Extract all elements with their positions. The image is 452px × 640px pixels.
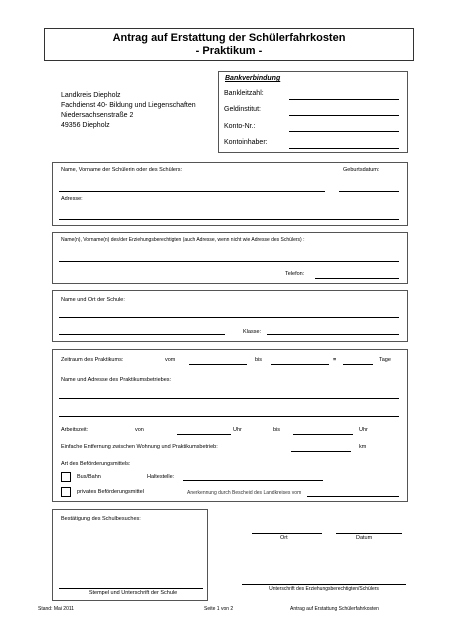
account-holder-label: Kontoinhaber: — [224, 139, 268, 146]
student-name-label: Name, Vorname der Schülerin oder des Schülers: — [61, 167, 183, 173]
period-label: Zeitraum des Praktikums: — [61, 357, 124, 363]
period-to-field[interactable] — [271, 364, 329, 365]
worktime-from-field[interactable] — [177, 434, 231, 435]
guardian-signature-label: Unterschrift des Erziehungsberechtigten/Schülers — [269, 586, 379, 592]
guardian-box — [52, 232, 408, 284]
school-name-label: Name und Ort der Schule: — [61, 297, 125, 303]
student-address-field[interactable] — [59, 219, 399, 220]
address-line4: 49356 Diepholz — [61, 122, 110, 129]
class-field[interactable] — [267, 334, 399, 335]
guardian-name-label: Name(n), Vorname(n) des/der Erziehungsberechtigten (auch Adresse, wenn nicht wie Adresse des Schülers) : — [61, 237, 305, 243]
footer-page: Seite 1 von 2 — [204, 606, 234, 612]
phone-field[interactable] — [315, 278, 399, 279]
period-from-field[interactable] — [189, 364, 247, 365]
private-transport-label: privates Beförderungsmittel — [77, 489, 144, 495]
student-name-field[interactable] — [59, 191, 325, 192]
internship-box — [52, 349, 408, 502]
company-label: Name und Adresse des Praktikumsbetriebes: — [61, 377, 172, 383]
school-name-field[interactable] — [59, 317, 399, 318]
bank-name-field[interactable] — [289, 115, 399, 116]
guardian-name-field[interactable] — [59, 261, 399, 262]
bank-code-field[interactable] — [289, 99, 399, 100]
worktime-to-label: bis — [273, 427, 281, 433]
account-number-field[interactable] — [289, 131, 399, 132]
address-line1: Landkreis Diepholz — [61, 92, 121, 99]
distance-label: Einfache Entfernung zwischen Wohnung und Praktikumsbetrieb: — [61, 444, 218, 450]
birth-date-label: Geburtsdatum: — [343, 167, 380, 173]
period-days-field[interactable] — [343, 364, 373, 365]
class-label: Klasse: — [243, 329, 262, 335]
form-title-line2: - Praktikum - — [195, 45, 263, 57]
date-label: Datum — [356, 535, 373, 541]
distance-field[interactable] — [291, 451, 351, 452]
stamp-signature-field[interactable] — [59, 588, 203, 589]
place-field[interactable] — [252, 533, 322, 534]
student-box — [52, 162, 408, 226]
worktime-uhr1: Uhr — [233, 427, 242, 433]
period-from-label: vom — [165, 357, 176, 363]
guardian-signature-field[interactable] — [242, 584, 406, 585]
stamp-signature-label: Stempel und Unterschrift der Schule — [88, 590, 178, 596]
period-equals: = — [333, 357, 337, 363]
bank-heading: Bankverbindung — [225, 75, 281, 82]
form-title-line1: Antrag auf Erstattung der Schülerfahrkosten — [112, 32, 346, 44]
bus-label: Bus/Bahn — [77, 474, 101, 480]
account-holder-field[interactable] — [289, 148, 399, 149]
student-address-label: Adresse: — [61, 196, 83, 202]
form-title — [45, 32, 413, 58]
private-transport-checkbox[interactable] — [61, 487, 71, 497]
place-label: Ort — [280, 535, 288, 541]
company-field-1[interactable] — [59, 398, 399, 399]
period-to-label: bis — [255, 357, 263, 363]
worktime-to-field[interactable] — [293, 434, 353, 435]
worktime-label: Arbeitszeit: — [61, 427, 89, 433]
account-number-label: Konto-Nr.: — [224, 123, 256, 130]
bank-box — [218, 71, 408, 153]
school-box — [52, 290, 408, 342]
school-confirmation-box — [52, 509, 208, 601]
recognition-date-field[interactable] — [307, 496, 399, 497]
authority-address — [61, 91, 196, 131]
confirmation-label: Bestätigung des Schulbesuches: — [61, 516, 141, 522]
worktime-uhr2: Uhr — [359, 427, 368, 433]
bank-code-label: Bankleitzahl: — [224, 90, 264, 97]
school-name-field-2[interactable] — [59, 334, 225, 335]
bank-name-label: Geldinstitut: — [224, 106, 261, 113]
date-field[interactable] — [336, 533, 402, 534]
recognition-note: Anerkennung durch Bescheid des Landkreises vom — [187, 490, 302, 496]
company-field-2[interactable] — [59, 416, 399, 417]
worktime-from-label: von — [135, 427, 144, 433]
address-line2: Fachdienst 40- Bildung und Liegenschaften — [61, 102, 196, 109]
stop-field[interactable] — [183, 480, 323, 481]
transport-label: Art des Beförderungsmittels: — [61, 461, 131, 467]
title-box — [44, 28, 414, 61]
km-label: km — [359, 444, 367, 450]
footer-doc-title: Antrag auf Erstattung Schülerfahrkosten — [290, 606, 379, 612]
footer-status: Stand: Mai 2011 — [38, 606, 75, 612]
birth-date-field[interactable] — [339, 191, 399, 192]
address-line3: Niedersachsenstraße 2 — [61, 112, 134, 119]
bus-checkbox[interactable] — [61, 472, 71, 482]
stop-label: Haltestelle: — [147, 474, 175, 480]
days-label: Tage — [379, 357, 391, 363]
phone-label: Telefon: — [285, 271, 305, 277]
